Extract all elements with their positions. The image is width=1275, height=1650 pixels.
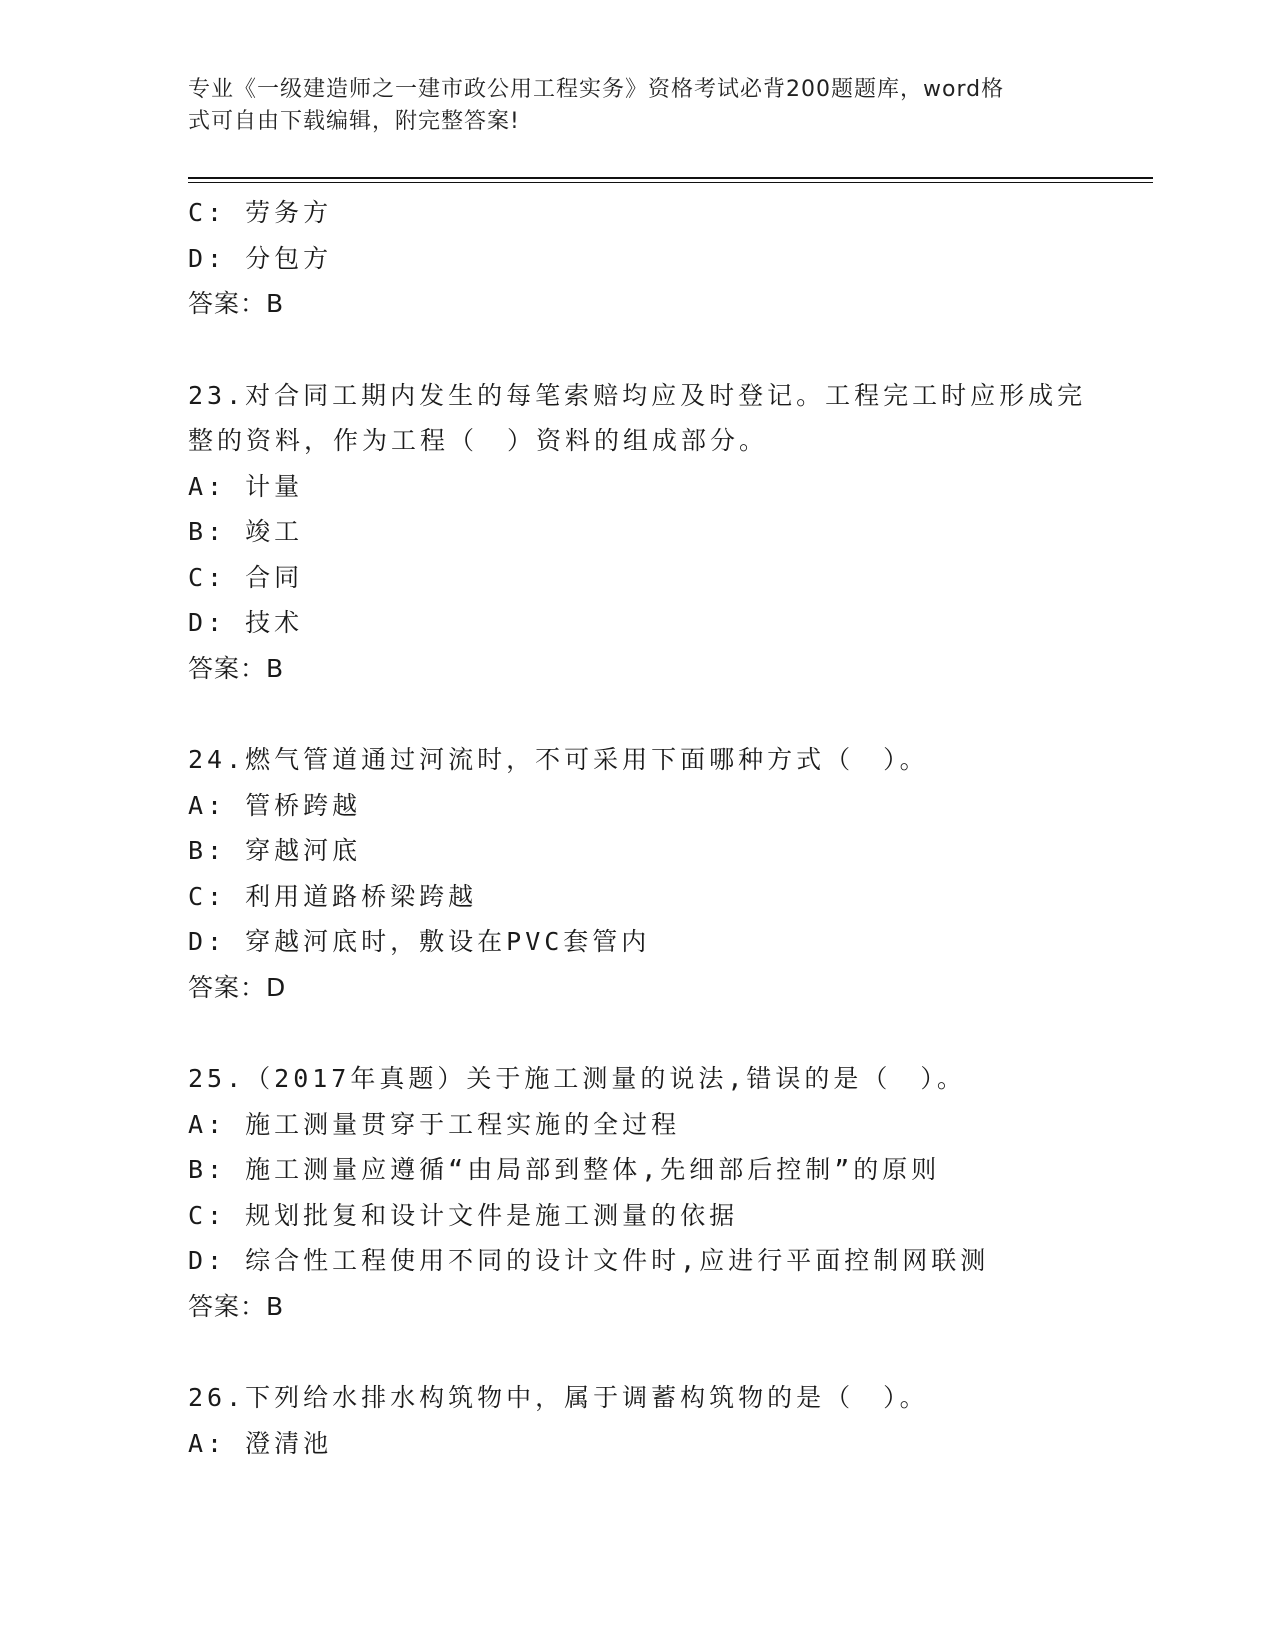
option-a: A: 管桥跨越 [188, 790, 362, 820]
answer-line: 答案：B [188, 1291, 285, 1321]
question-text: 26.下列给水排水构筑物中，属于调蓄构筑物的是（ ）。 [188, 1383, 929, 1412]
option-c: C: 规划批复和设计文件是施工测量的依据 [188, 1200, 739, 1230]
question-block-25 [188, 1056, 1168, 1329]
answer-line: 答案：D [188, 972, 287, 1002]
question-block-22 [188, 190, 1168, 327]
header-title-line-1: 专业《一级建造师之一建市政公用工程实务》资格考试必背200题题库，word格 [188, 77, 1005, 102]
question-block-26 [188, 1375, 1168, 1466]
question-text-line-2: 整的资料，作为工程（ ）资料的组成部分。 [188, 426, 769, 455]
header-divider-thin [188, 182, 1153, 183]
answer-line: 答案：B [188, 289, 285, 318]
option-d: D: 技术 [188, 608, 304, 637]
option-b: B: 竣工 [188, 517, 304, 546]
option-c: C: 劳务方 [188, 198, 333, 227]
question-text-line-1: 23.对合同工期内发生的每笔索赔均应及时登记。工程完工时应形成完 [188, 380, 1087, 410]
header-title-line-2: 式可自由下载编辑，附完整答案! [188, 109, 520, 134]
option-b: B: 施工测量应遵循“由局部到整体,先细部后控制”的原则 [188, 1155, 941, 1184]
option-a: A: 施工测量贯穿于工程实施的全过程 [188, 1109, 681, 1139]
answer-line: 答案：B [188, 653, 285, 683]
question-text: 24.燃气管道通过河流时，不可采用下面哪种方式（ ）。 [188, 745, 929, 774]
option-c: C: 合同 [188, 562, 304, 592]
option-c: C: 利用道路桥梁跨越 [188, 881, 478, 911]
question-block-24 [188, 737, 1168, 1010]
document-header [188, 74, 1068, 138]
option-d: D: 穿越河底时，敷设在PVC套管内 [188, 927, 651, 956]
question-list [188, 190, 1168, 1466]
question-text: 25.（2017年真题）关于施工测量的说法,错误的是（ ）。 [188, 1064, 966, 1093]
option-b: B: 穿越河底 [188, 836, 362, 865]
option-d: D: 分包方 [188, 243, 333, 273]
option-a: A: 计量 [188, 471, 304, 501]
option-d: D: 综合性工程使用不同的设计文件时,应进行平面控制网联测 [188, 1246, 990, 1275]
option-a: A: 澄清池 [188, 1428, 333, 1458]
question-block-23 [188, 373, 1168, 692]
header-divider-thick [188, 177, 1153, 179]
